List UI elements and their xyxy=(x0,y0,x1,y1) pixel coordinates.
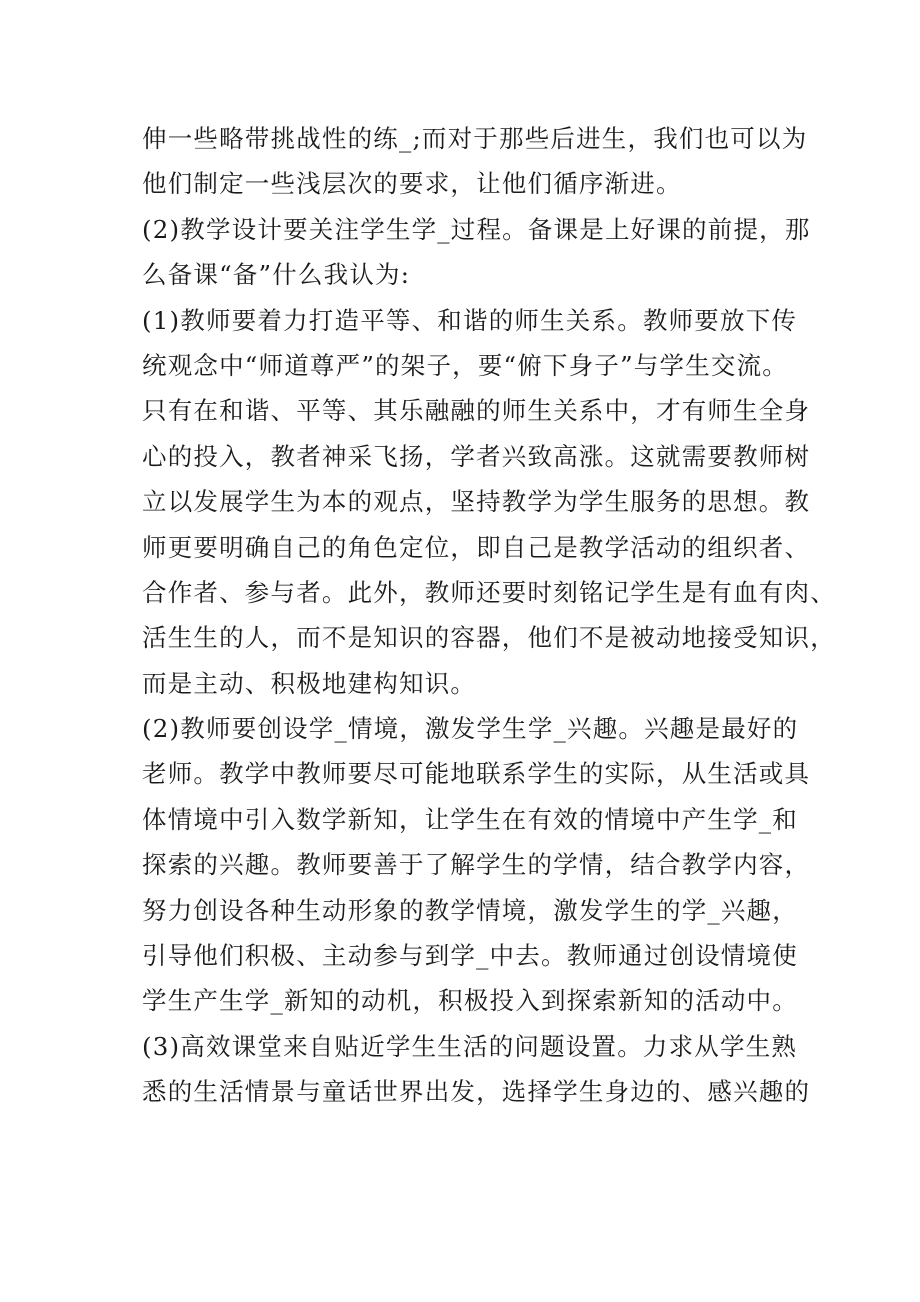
text-line: 引导他们积极、主动参与到学_中去。教师通过创设情境使 xyxy=(142,941,798,971)
text-line: 心的投入，教者神采飞扬，学者兴致高涨。这就需要教师树 xyxy=(142,441,811,471)
text-line: (1)教师要着力打造平等、和谐的师生关系。教师要放下传 xyxy=(142,305,798,335)
text-line: 统观念中“师道尊严”的架子，要“俯下身子”与学生交流。 xyxy=(142,350,788,380)
text-line: 师更要明确自己的角色定位，即自己是教学活动的组织者、 xyxy=(142,532,811,562)
text-line: (2)教师要创设学_情境，激发学生学_兴趣。兴趣是最好的 xyxy=(142,714,799,744)
text-line: 么备课“备”什么我认为: xyxy=(142,260,411,290)
text-line: (3)高效课堂来自贴近学生生活的问题设置。力求从学生熟 xyxy=(142,1031,798,1061)
text-line: 合作者、参与者。此外，教师还要时刻铭记学生是有血有肉、 xyxy=(142,577,836,607)
body-text xyxy=(142,116,836,1115)
text-line: 老师。教学中教师要尽可能地联系学生的实际，从生活或具 xyxy=(142,759,811,789)
text-line: 努力创设各种生动形象的教学情境，激发学生的学_兴趣， xyxy=(142,895,798,925)
text-line: 只有在和谐、平等、其乐融融的师生关系中，才有师生全身 xyxy=(142,396,811,426)
text-line: 学生产生学_新知的动机，积极投入到探索新知的活动中。 xyxy=(142,986,798,1016)
text-line: (2)教学设计要关注学生学_过程。备课是上好课的前提，那 xyxy=(142,214,811,244)
text-line: 伸一些略带挑战性的练_;而对于那些后进生，我们也可以为 xyxy=(142,124,808,153)
text-line: 而是主动、积极地建构知识。 xyxy=(142,668,477,698)
text-line: 悉的生活情景与童话世界出发，选择学生身边的、感兴趣的 xyxy=(142,1077,811,1107)
text-line: 他们制定一些浅层次的要求，让他们循序渐进。 xyxy=(142,169,682,199)
text-line: 体情境中引入数学新知，让学生在有效的情境中产生学_和 xyxy=(142,804,798,834)
text-line: 立以发展学生为本的观点，坚持教学为学生服务的思想。教 xyxy=(142,487,811,517)
text-line: 活生生的人，而不是知识的容器，他们不是被动地接受知识， xyxy=(142,623,836,653)
text-line: 探索的兴趣。教师要善于了解学生的学情，结合教学内容， xyxy=(142,850,811,880)
